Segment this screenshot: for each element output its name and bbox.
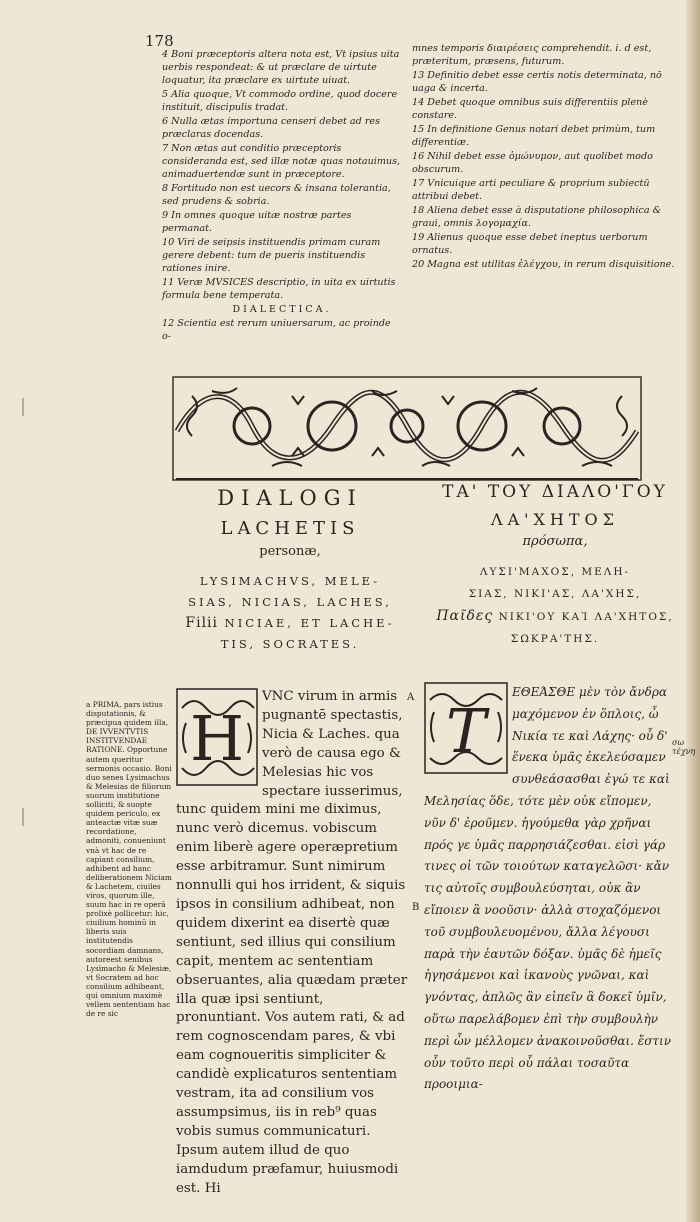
latin-title-block bbox=[160, 486, 420, 655]
persons-line: SIAS, NICIAS, LACHES, bbox=[188, 595, 392, 609]
dialectica-heading: DIALECTICA. bbox=[232, 304, 332, 315]
note-item: 7 Non ætas aut conditio præceptoris consideranda est, sed illæ notæ quas notauimus, animaduertendæ sunt in præceptore. bbox=[162, 143, 401, 180]
note-item: 12 Scientia est rerum uniuersarum, ac proinde o- bbox=[162, 318, 391, 342]
greek-dropcap bbox=[424, 682, 508, 774]
persons-line: ΛΥΣΙ'ΜΑΧΟΣ, ΜΕΛΗ- bbox=[479, 566, 631, 578]
latin-dropcap bbox=[176, 688, 258, 786]
latin-title-line: LACHETIS bbox=[220, 518, 360, 539]
persons-line: NICIAE, ET LACHE- bbox=[224, 616, 395, 630]
greek-text: ΕΘΕΆΣΘΕ μὲν τὸν ἄνδρα μαχόμενον ἐν ὅπλοις, ὦ Νικία τε καὶ Λάχης· οὗ δ' ἕνεκα ὑμᾶς ἐκελεύσαμεν συνθεάσασθαι ἐγώ τε καὶ Μελησίας ὅδε, τότε μὲν οὐκ εἴπομεν, νῦν δ' ἐροῦμεν. ἡγούμεθα γὰρ χρῆναι πρός γε ὑμᾶς παρρησιάζεσθαι. εἰσὶ γάρ τινες οἱ τῶν τοιούτων καταγελῶσι· κἄν τις αὐτοῖς συμβουλεύσηται, οὐκ ἂν εἴποιεν ἃ νοοῦσιν· ἀλλὰ στοχαζόμενοι τοῦ συμβουλευομένου, ἄλλα λέγουσι παρὰ τὴν ἑαυτῶν δόξαν. ὑμᾶς δὲ ἡμεῖς ἡγησάμενοι καὶ ἱκανοὺς γνῶναι, καὶ γνόντας, ἁπλῶς ἂν εἰπεῖν ἃ δοκεῖ ὑμῖν, οὕτω παρελάβομεν ἐπὶ τὴν συμβουλὴν περὶ ὧν μέλλομεν ἀνακοινοῦσθαι. ἔστιν οὖν τοῦτο περὶ οὗ πάλαι τοσαῦτα προοιμια- bbox=[424, 685, 672, 1092]
greek-title-block bbox=[410, 482, 700, 650]
persons-line: LYSIMACHVS, MELE- bbox=[199, 574, 381, 588]
greek-title-line: ΛΑ'ΧΗΤΟΣ bbox=[491, 510, 619, 529]
dropcap-letter: Τ bbox=[445, 697, 487, 767]
page-number: 178 bbox=[145, 32, 174, 50]
greek-personae-label: πρόσωπα, bbox=[522, 534, 588, 549]
greek-body-text bbox=[424, 682, 676, 1096]
note-item: 17 Vnicuique arti peculiare & proprium subiectū attribui debet. bbox=[412, 178, 650, 202]
note-item: 5 Alia quoque, Vt commodo ordine, quod docere instituit, discipulis tradat. bbox=[162, 89, 398, 113]
latin-personae-label: personæ, bbox=[259, 544, 321, 559]
note-item: 18 Aliena debet esse à disputatione philosophica & graui, omnis λογομαχία. bbox=[412, 205, 662, 229]
note-item: 9 In omnes quoque uitæ nostræ partes permanat. bbox=[162, 210, 352, 234]
binding-mark bbox=[22, 808, 24, 826]
notes-right-column bbox=[412, 42, 680, 272]
note-item: 19 Alienus quoque esse debet ineptus uerborum ornatus. bbox=[412, 232, 648, 256]
persons-line: Filii bbox=[185, 615, 218, 631]
note-item: 10 Viri de seipsis instituendis primam curam gerere debent: tum de pueris instituendis rationes inire. bbox=[162, 237, 381, 274]
persons-line: TIS, SOCRATES. bbox=[220, 637, 360, 651]
persons-line: ΣΙΑΣ, ΝΙΚΙ'ΑΣ, ΛΑ'ΧΗΣ, bbox=[468, 588, 642, 600]
ornamental-headpiece bbox=[172, 376, 642, 481]
persons-line: Παῖδες bbox=[436, 608, 494, 624]
edge-annotation: σω τέχνη bbox=[672, 738, 696, 756]
margin-note: a PRIMA, pars istius disputationis, & præcipua quidem illa, DE IVVENTVTIS INSTITVENDAE RATIONE. Opportune autem queritur sermonis occasio. Boni duo senes Lysimachus & Melesias de filiorum suorum institutione solliciti, & suopte quidem periculo, ex anteactæ vitæ suæ recordatione, admoniti, conueniunt vnà vt hac de re capiant consilium, adhibent ad hanc deliberationem Niciam & Lachetem, ciuiles viros, quorum ille, suum hac in re operā prolixè pollicetur: hic, ciuilium hominū in liberis suis institutendis socordiam damnans, autoreest senibus Lysimacho & Melesiæ, vt Socratem ad hoc consilium adhibeant, qui omnium maximè vellem sententiam hac de re sic bbox=[86, 700, 172, 1019]
note-item: 20 Magna est utilitas ἐλέγχου, in rerum disquisitione. bbox=[412, 259, 675, 270]
greek-title-line: ΤΑ' ΤΟΥ ΔΙΑΛΟ'ΓΟΥ bbox=[442, 482, 668, 502]
latin-persons-list bbox=[160, 571, 420, 655]
section-marker: B bbox=[412, 902, 420, 913]
notes-left-column bbox=[162, 48, 402, 344]
binding-mark bbox=[22, 398, 24, 416]
note-item: 6 Nulla ætas importuna censeri debet ad res præclaras docendas. bbox=[162, 116, 381, 140]
persons-line: ΝΙΚΙ'ΟΥ ΚΑῚ ΛΑ'ΧΗΤΟΣ, bbox=[498, 611, 674, 623]
note-item: 13 Definitio debet esse certis notis determinata, nō uaga & incerta. bbox=[412, 70, 662, 94]
section-marker: A bbox=[407, 692, 415, 703]
note-item: 11 Veræ MVSICES descriptio, in uita ex uirtutis formula bene temperata. bbox=[162, 277, 396, 301]
latin-body-text bbox=[176, 688, 410, 1198]
latin-title-line: DIALOGI bbox=[217, 486, 363, 510]
note-item: 4 Boni præceptoris altera nota est, Vt ipsius uita uerbis respondeat: & ut præclare de uirtute loquatur, ita præclare ex uirtute uiuat. bbox=[162, 49, 400, 86]
note-item: mnes temporis διαιρέσεις comprehendit. i. d est, præteritum, præsens, futurum. bbox=[412, 43, 652, 67]
note-item: 16 Nihil debet esse ὁμώνυμον, aut quolibet modo obscurum. bbox=[412, 151, 653, 175]
persons-line: ΣΩΚΡΑ'ΤΗΣ. bbox=[510, 633, 600, 645]
note-item: 8 Fortitudo non est uecors & insana tolerantia, sed prudens & sobria. bbox=[162, 183, 391, 207]
note-item: 15 In definitione Genus notari debet primùm, tum differentiæ. bbox=[412, 124, 656, 148]
latin-text: VNC virum in armis pugnantē spectastis, Nicia & Laches. qua verò de causa ego & Melesias hic vos spectare iusserimus, tunc quidem mini me diximus, nunc verò dicemus. vobiscum enim liberè agere operæpretium esse arbitramur. Sunt nimirum nonnulli qui hos irrident, & siquis ipsos in consilium adhibeat, non quidem dixerint ea disertè quæ sentiunt, sed illius qui consilium capit, mentem ac sententiam obseruantes, alia quædam præter illa quæ ipsi sentiunt, pronuntiant. Vos autem rati, & ad rem cognoscendam pares, & vbi eam cognoueritis simpliciter & candidè explicaturos sententiam vestram, ita ad consilium vos assumpsimus, iis in reb⁹ quas vobis sumus communicaturi. Ipsum autem illud de quo iamdudum præfamur, huiusmodi est. Hi bbox=[176, 689, 408, 1196]
greek-persons-list bbox=[410, 561, 700, 650]
dropcap-letter: H bbox=[189, 702, 245, 775]
note-item: 14 Debet quoque omnibus suis differentiis plenè constare. bbox=[412, 97, 648, 121]
